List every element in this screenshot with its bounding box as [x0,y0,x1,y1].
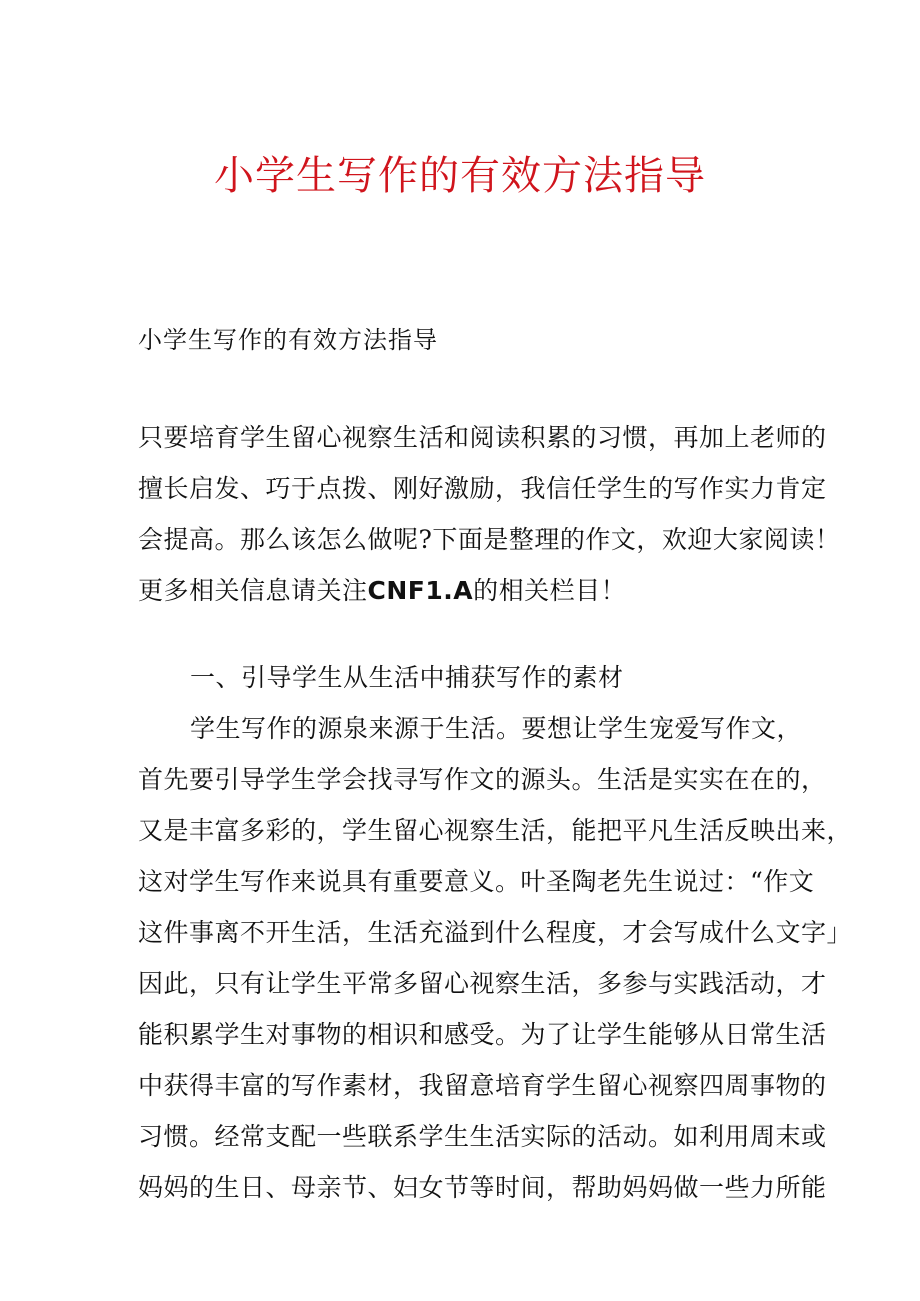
section-line: 因此，只有让学生平常多留心视察生活，多参与实践活动，才 [138,969,827,998]
section-line: 这件事离不开生活，生活充溢到什么程度，才会写成什么文字」 [138,918,853,947]
intro-line: 会提高。那么该怎么做呢?下面是整理的作文，欢迎大家阅读！ [138,525,841,554]
document-title: 小学生写作的有效方法指导 [214,153,706,199]
section-line: 首先要引导学生学会找寻写作文的源头。生活是实实在在的， [138,765,827,794]
site-name: CNF1.A [367,576,474,605]
section-one [138,652,853,1213]
section-line: 这对学生写作来说具有重要意义。叶圣陶老先生说过：“作文 [138,867,815,896]
section-heading: 一、引导学生从生活中捕获写作的素材 [190,663,624,692]
section-line: 中获得丰富的写作素材，我留意培育学生留心视察四周事物的 [138,1071,827,1100]
intro-paragraph [138,412,841,616]
section-line: 妈妈的生日、母亲节、妇女节等时间，帮助妈妈做一些力所能 [138,1173,827,1202]
intro-last-prefix: 更多相关信息请关注 [138,576,368,605]
intro-last-line [138,565,808,616]
intro-line: 只要培育学生留心视察生活和阅读积累的习惯，再加上老师的 [138,423,827,452]
intro-last-suffix: 的相关栏目！ [473,576,627,605]
section-line: 习惯。经常支配一些联系学生生活实际的活动。如利用周末或 [138,1122,827,1151]
document-subtitle: 小学生写作的有效方法指导 [138,326,438,354]
section-line: 又是丰富多彩的，学生留心视察生活，能把平凡生活反映出来， [138,816,853,845]
intro-line: 擅长启发、巧于点拨、刚好激励，我信任学生的写作实力肯定 [138,474,827,503]
section-line: 能积累学生对事物的相识和感受。为了让学生能够从日常生活 [138,1020,827,1049]
section-line: 学生写作的源泉来源于生活。要想让学生宠爱写作文， [190,714,803,743]
